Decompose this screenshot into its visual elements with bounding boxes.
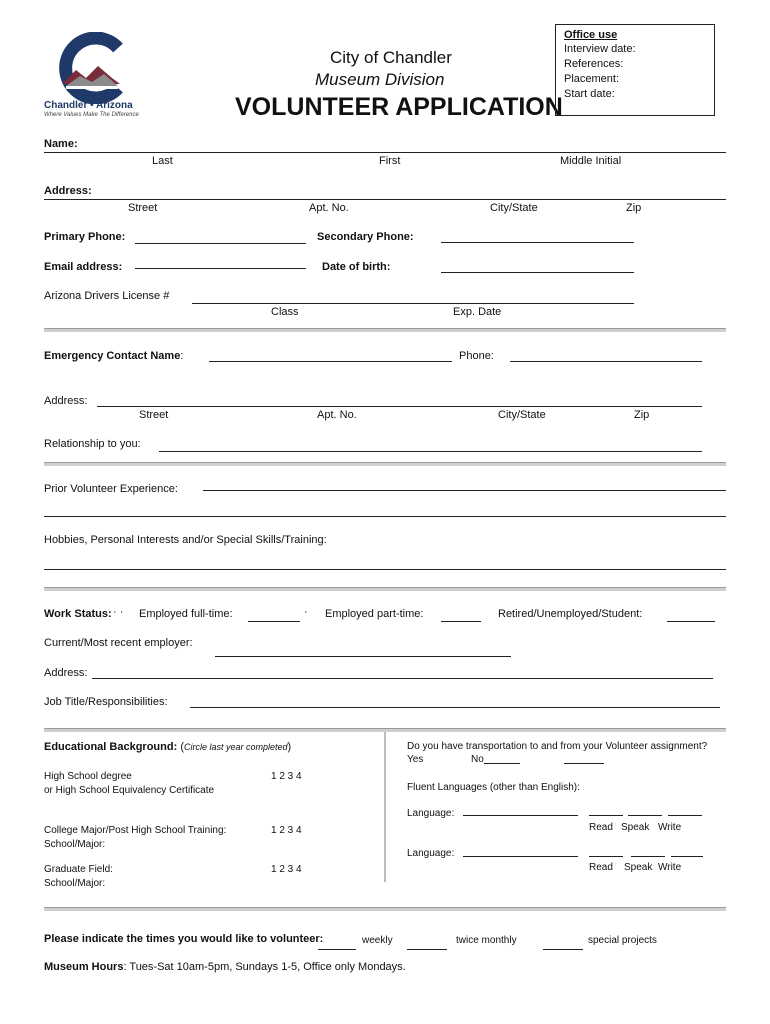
college-years[interactable]: 1 2 3 4 [271, 825, 302, 836]
logo-text: Chandler • Arizona [44, 100, 133, 111]
prior-experience-label: Prior Volunteer Experience: [44, 483, 178, 495]
primary-phone-field[interactable] [135, 243, 306, 244]
relationship-label: Relationship to you: [44, 438, 141, 450]
work-status-dots: · · [113, 606, 124, 618]
start-date-label: Start date: [564, 88, 615, 100]
first-name-caption: First [379, 155, 401, 167]
employer-address-field[interactable] [92, 678, 713, 679]
language-1-read-field[interactable] [589, 815, 623, 816]
graduate-line-1: Graduate Field: [44, 864, 113, 875]
employer-address-label: Address: [44, 667, 88, 679]
prior-experience-field[interactable] [203, 490, 726, 491]
special-projects-label: special projects [588, 935, 657, 946]
fluent-languages-label: Fluent Languages (other than English): [407, 782, 580, 793]
references-label: References: [564, 58, 624, 70]
middle-initial-caption: Middle Initial [560, 155, 622, 167]
job-title-field[interactable] [190, 707, 720, 708]
language-2-speak: Speak [624, 862, 653, 873]
language-1-write-field[interactable] [668, 815, 702, 816]
license-field[interactable] [192, 303, 634, 304]
education-heading: Educational Background: (Circle last year completed) [44, 741, 292, 753]
name-field[interactable] [44, 152, 726, 153]
primary-phone-label: Primary Phone: [44, 231, 126, 243]
last-name-caption: Last [152, 155, 173, 167]
emergency-address-label: Address: [44, 395, 88, 407]
part-time-dot: · [304, 606, 308, 618]
zip-caption: Zip [626, 202, 642, 214]
employer-label: Current/Most recent employer: [44, 637, 193, 649]
retired-field[interactable] [667, 621, 715, 622]
section-divider-2 [44, 462, 726, 466]
graduate-years[interactable]: 1 2 3 4 [271, 864, 302, 875]
high-school-line-2: or High School Equivalency Certificate [44, 785, 215, 796]
city-state-caption: City/State [490, 202, 538, 214]
emergency-apt-caption: Apt. No. [317, 409, 357, 421]
hobbies-label: Hobbies, Personal Interests and/or Special Skills/Training: [44, 534, 327, 546]
full-time-label: Employed full-time: [139, 608, 233, 620]
employer-field[interactable] [215, 656, 511, 657]
apt-caption: Apt. No. [309, 202, 349, 214]
part-time-field[interactable] [441, 621, 481, 622]
language-1-label: Language: [407, 808, 455, 819]
language-2-write-field[interactable] [671, 856, 703, 857]
exp-date-caption: Exp. Date [453, 306, 502, 318]
division-name: Museum Division [315, 70, 445, 89]
high-school-line-1: High School degree [44, 771, 132, 782]
street-caption: Street [128, 202, 158, 214]
language-2-field[interactable] [463, 856, 578, 857]
logo-tagline: Where Values Make The Difference [44, 112, 139, 118]
emergency-address-field[interactable] [97, 406, 702, 407]
email-label: Email address: [44, 261, 123, 273]
emergency-phone-label: Phone: [459, 350, 494, 362]
weekly-label: weekly [362, 935, 393, 946]
emergency-city-state-caption: City/State [498, 409, 546, 421]
language-1-read: Read [589, 822, 613, 833]
name-label: Name: [44, 138, 78, 150]
dob-label: Date of birth: [322, 261, 391, 273]
license-label: Arizona Drivers License # [44, 290, 170, 302]
language-1-speak: Speak [621, 822, 650, 833]
emergency-contact-label: Emergency Contact Name: [44, 350, 184, 362]
special-projects-field[interactable] [543, 949, 583, 950]
address-field[interactable] [44, 199, 726, 200]
dob-field[interactable] [441, 272, 634, 273]
twice-monthly-label: twice monthly [456, 935, 517, 946]
transport-no: No [471, 754, 484, 765]
volunteer-times-label: Please indicate the times you would like to volunteer: [44, 933, 324, 945]
page-title: VOLUNTEER APPLICATION [235, 93, 563, 121]
emergency-phone-field[interactable] [510, 361, 702, 362]
section-divider-1 [44, 328, 726, 332]
placement-label: Placement: [564, 73, 620, 85]
graduate-line-2: School/Major: [44, 878, 106, 889]
language-1-speak-field[interactable] [628, 815, 662, 816]
high-school-years[interactable]: 1 2 3 4 [271, 771, 302, 782]
part-time-label: Employed part-time: [325, 608, 424, 620]
emergency-contact-field[interactable] [209, 361, 452, 362]
college-line-2: School/Major: [44, 839, 106, 850]
work-status-label: Work Status: [44, 608, 112, 620]
language-2-write: Write [658, 862, 682, 873]
emergency-street-caption: Street [139, 409, 169, 421]
language-1-field[interactable] [463, 815, 578, 816]
divider-line [44, 516, 726, 517]
office-use-box [555, 24, 715, 116]
secondary-phone-label: Secondary Phone: [317, 231, 414, 243]
interview-date-label: Interview date: [564, 43, 636, 55]
section-divider-3 [44, 587, 726, 591]
job-title-label: Job Title/Responsibilities: [44, 696, 168, 708]
email-field[interactable] [135, 268, 306, 269]
college-line-1: College Major/Post High School Training: [44, 825, 227, 836]
emergency-zip-caption: Zip [634, 409, 650, 421]
transport-yes: Yes [407, 754, 424, 765]
org-name: City of Chandler [330, 48, 452, 67]
transport-question: Do you have transportation to and from your Volunteer assignment? [407, 741, 708, 752]
secondary-phone-field[interactable] [441, 242, 634, 243]
twice-monthly-field[interactable] [407, 949, 447, 950]
museum-hours: Museum Hours: Tues-Sat 10am-5pm, Sundays 1-5, Office only Mondays. [44, 961, 406, 973]
transport-no-field[interactable] [484, 763, 520, 764]
full-time-field[interactable] [248, 621, 300, 622]
address-label: Address: [44, 185, 92, 197]
retired-label: Retired/Unemployed/Student: [498, 608, 643, 620]
city-logo [44, 32, 140, 120]
section-divider-5 [44, 907, 726, 911]
class-caption: Class [271, 306, 299, 318]
language-1-write: Write [658, 822, 682, 833]
language-2-speak-field[interactable] [631, 856, 665, 857]
office-use-heading: Office use [564, 29, 618, 41]
column-divider [384, 732, 386, 882]
transport-yes-field[interactable] [564, 763, 604, 764]
language-2-read-field[interactable] [589, 856, 623, 857]
hobbies-field[interactable] [44, 569, 726, 570]
language-2-label: Language: [407, 848, 455, 859]
weekly-field[interactable] [318, 949, 356, 950]
chandler-logo-icon [44, 32, 140, 104]
language-2-read: Read [589, 862, 613, 873]
relationship-field[interactable] [159, 451, 702, 452]
